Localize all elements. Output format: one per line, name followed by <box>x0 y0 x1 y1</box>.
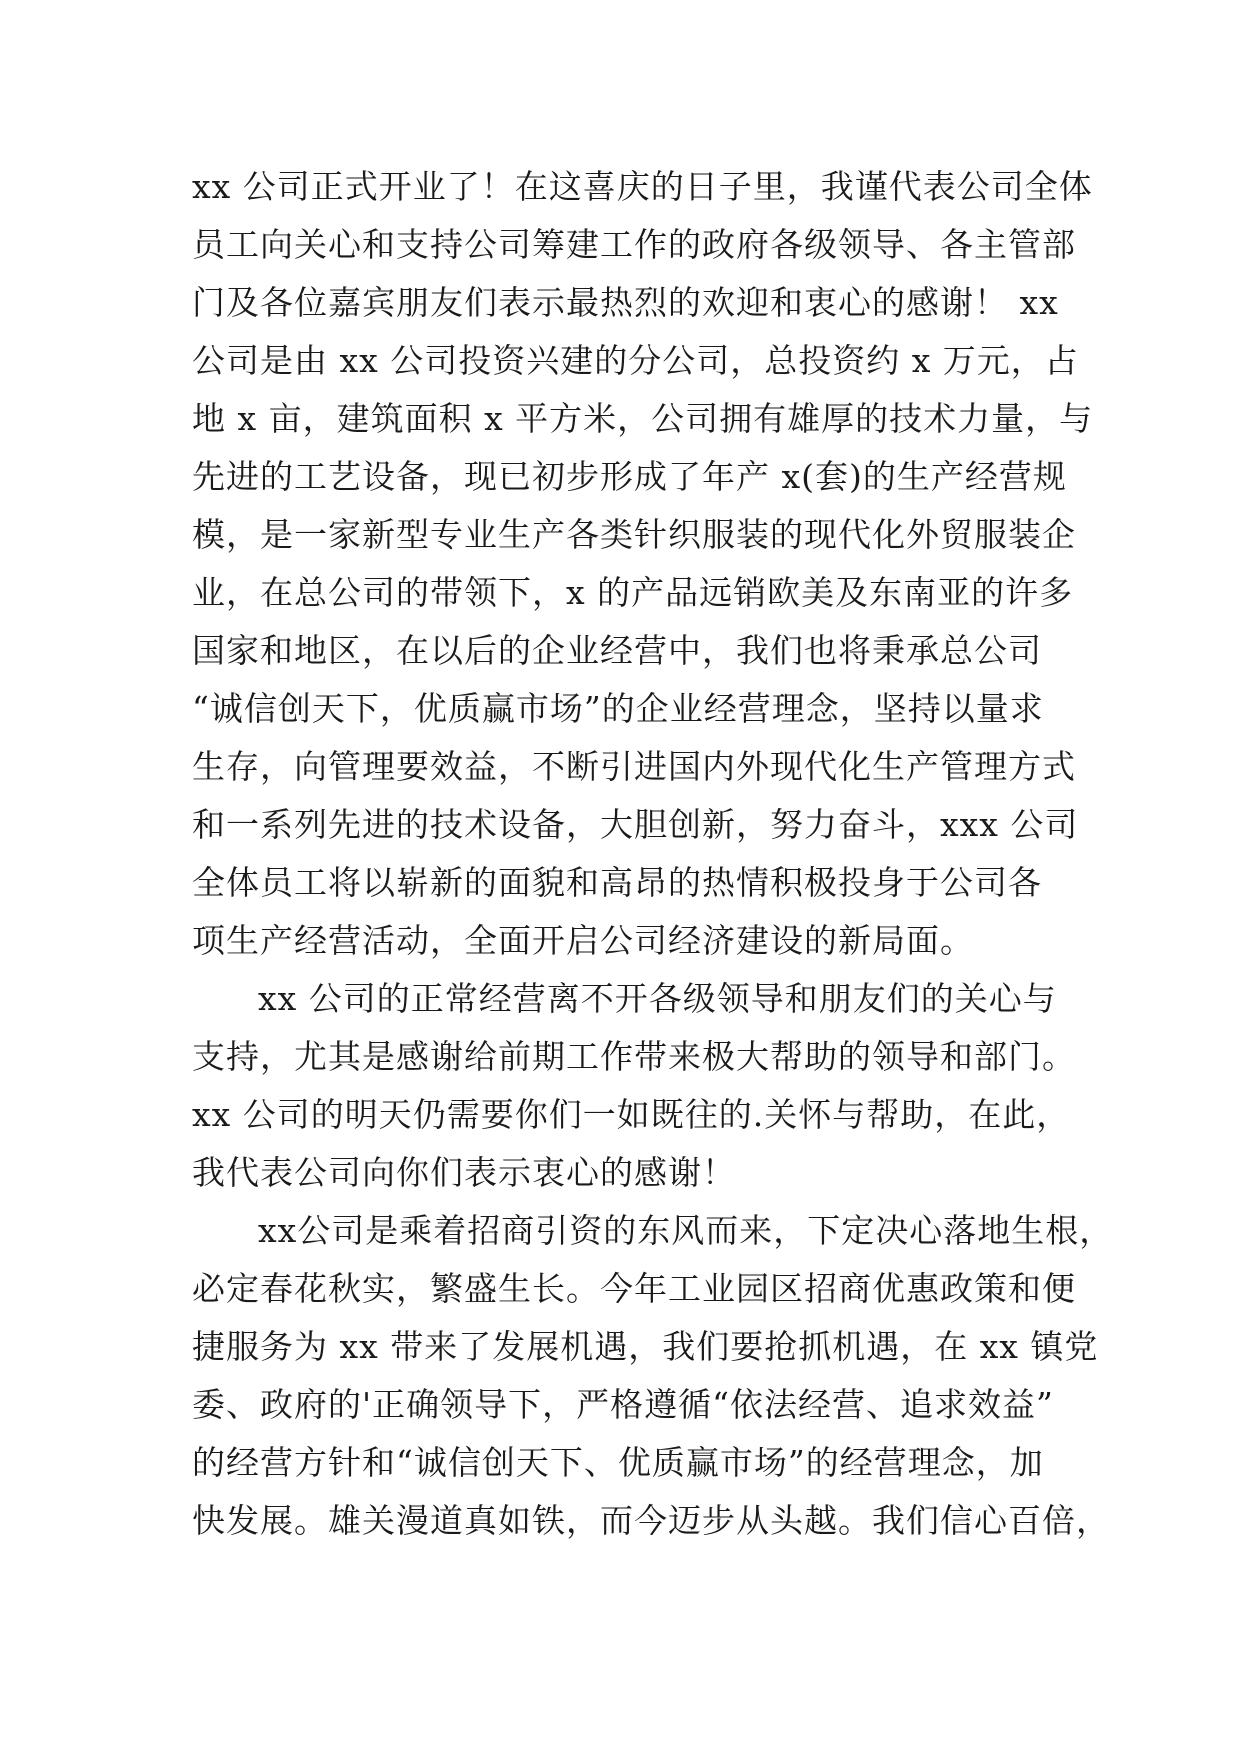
paragraph-1 <box>192 158 1094 970</box>
text-line: 先进的工艺设备，现已初步形成了年产 x(套)的生产经营规 <box>192 457 1067 496</box>
text-line: 业，在总公司的带领下，x 的产品远销欧美及东南亚的许多 <box>192 573 1074 612</box>
text-line: 委、政府的'正确领导下，严格遵循“依法经营、追求效益” <box>192 1385 1054 1424</box>
text-line: 模，是一家新型专业生产各类针织服装的现代化外贸服装企 <box>192 515 1076 554</box>
text-line: 全体员工将以崭新的面貌和高昂的热情积极投身于公司各 <box>192 863 1042 902</box>
text-line: 国家和地区，在以后的企业经营中，我们也将秉承总公司 <box>192 631 1042 670</box>
text-line: 员工向关心和支持公司筹建工作的政府各级领导、各主管部 <box>192 225 1076 264</box>
text-line: 和一系列先进的技术设备，大胆创新，努力奋斗，xxx 公司 <box>192 805 1079 844</box>
text-line: xx 公司的明天仍需要你们一如既往的.关怀与帮助，在此， <box>192 1095 1071 1134</box>
text-line: 公司是由 xx 公司投资兴建的分公司，总投资约 x 万元，占 <box>192 341 1079 380</box>
text-line: “诚信创天下，优质赢市场”的企业经营理念，坚持以量求 <box>192 689 1044 728</box>
text-line: 支持，尤其是感谢给前期工作带来极大帮助的领导和部门。 <box>192 1037 1076 1076</box>
text-line: 的经营方针和“诚信创天下、优质赢市场”的经营理念，加 <box>192 1443 1044 1482</box>
text-line: 必定春花秋实，繁盛生长。今年工业园区招商优惠政策和便 <box>192 1269 1076 1308</box>
text-line: 地 x 亩，建筑面积 x 平方米，公司拥有雄厚的技术力量，与 <box>192 399 1094 438</box>
text-line: 生存，向管理要效益，不断引进国内外现代化生产管理方式 <box>192 747 1076 786</box>
text-line: 我代表公司向你们表示衷心的感谢！ <box>192 1153 736 1192</box>
text-line: xx公司是乘着招商引资的东风而来，下定决心落地生根， <box>258 1211 1114 1250</box>
paragraph-2 <box>192 970 1076 1202</box>
text-line: xx 公司的正常经营离不开各级领导和朋友们的关心与 <box>258 979 1057 1018</box>
text-line: xx 公司正式开业了！在这喜庆的日子里，我谨代表公司全体 <box>192 167 1093 206</box>
text-line: 项生产经营活动，全面开启公司经济建设的新局面。 <box>192 921 974 960</box>
paragraph-3 <box>192 1202 1114 1550</box>
text-line: 门及各位嘉宾朋友们表示最热烈的欢迎和衷心的感谢！ xx <box>192 283 1059 322</box>
text-line: 快发展。雄关漫道真如铁，而今迈步从头越。我们信心百倍， <box>192 1501 1110 1540</box>
text-line: 捷服务为 xx 带来了发展机遇，我们要抢抓机遇，在 xx 镇党 <box>192 1327 1099 1366</box>
document-body <box>192 158 1114 1550</box>
